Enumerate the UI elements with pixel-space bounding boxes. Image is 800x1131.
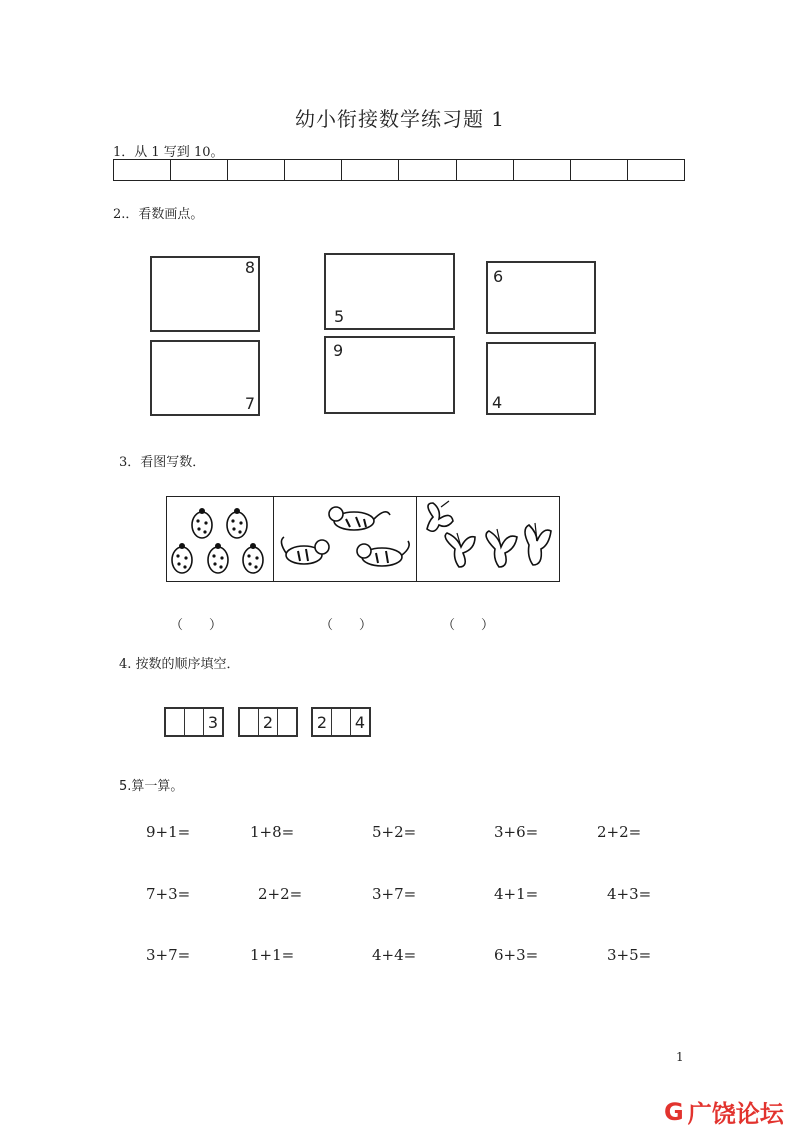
arithmetic-item: 3+5= [607,946,652,964]
ladybug-panel [167,497,274,581]
sequence-cell[interactable] [278,709,296,735]
write-1-to-10-grid [113,159,685,181]
answer-blank-2[interactable]: （ ） [320,618,373,633]
question-1-label: 1．从 1 写到 10。 [113,145,224,160]
write-cell[interactable] [342,160,399,180]
dot-box-9[interactable] [324,336,455,414]
write-cell[interactable] [114,160,171,180]
arithmetic-item: 4+3= [607,885,652,903]
dot-box-5[interactable] [324,253,455,330]
watermark-text: 广饶论坛 [687,1100,784,1128]
write-cell[interactable] [514,160,571,180]
sequence-cell[interactable]: 3 [207,713,219,732]
answer-blank-1[interactable]: （ ） [170,618,223,633]
question-4-label: 4. 按数的顺序填空． [119,657,240,672]
question-3-label: 3．看图写数． [119,455,206,470]
dot-box-number: 5 [334,307,345,326]
dot-box-number: 8 [244,258,255,277]
cat-icon [274,497,416,581]
sequence-cell[interactable]: 2 [259,709,278,735]
arithmetic-item: 1+1= [250,946,295,964]
butterfly-panel [417,497,559,581]
sequence-group-1 [164,707,224,737]
dot-box-number: 4 [492,393,503,412]
arithmetic-item: 6+3= [494,946,539,964]
watermark-logo [664,1094,784,1129]
write-cell[interactable] [571,160,628,180]
arithmetic-item: 3+7= [372,885,417,903]
write-cell[interactable] [285,160,342,180]
arithmetic-item: 7+3= [146,885,191,903]
dot-box-number: 6 [493,267,504,286]
dot-box-number: 7 [244,394,255,413]
picture-strip [166,496,560,582]
cat-panel [274,497,417,581]
question-5-label: 5.算一算。 [119,779,184,794]
write-cell[interactable] [628,160,684,180]
page-title: 幼小衔接数学练习题 1 [294,107,506,131]
sequence-cell[interactable] [185,709,204,735]
arithmetic-item: 3+7= [146,946,191,964]
sequence-cell[interactable]: 4 [354,713,366,732]
arithmetic-item: 3+6= [494,823,539,841]
sequence-cell[interactable]: 2 [313,709,332,735]
dot-box-4[interactable] [486,342,596,415]
sequence-cell[interactable] [240,709,259,735]
arithmetic-item: 9+1= [146,823,191,841]
butterfly-icon [417,497,559,581]
write-cell[interactable] [457,160,514,180]
sequence-cell[interactable] [332,709,351,735]
page-number: 1 [676,1050,684,1064]
arithmetic-item: 2+2= [597,823,642,841]
arithmetic-item: 4+1= [494,885,539,903]
sequence-group-2 [238,707,298,737]
dot-box-8[interactable] [150,256,260,332]
sequence-group-3 [311,707,371,737]
dot-box-6[interactable] [486,261,596,334]
arithmetic-item: 2+2= [258,885,303,903]
watermark-mark: G [664,1097,684,1126]
dot-box-number: 9 [333,341,344,360]
write-cell[interactable] [228,160,285,180]
ladybug-icon [167,497,271,581]
question-2-label: 2.．看数画点。 [113,207,204,222]
dot-box-7[interactable] [150,340,260,416]
answer-blank-3[interactable]: （ ） [442,618,495,633]
write-cell[interactable] [399,160,456,180]
write-cell[interactable] [171,160,228,180]
arithmetic-item: 4+4= [372,946,417,964]
sequence-cell[interactable] [166,709,185,735]
arithmetic-item: 1+8= [250,823,295,841]
arithmetic-item: 5+2= [372,823,417,841]
